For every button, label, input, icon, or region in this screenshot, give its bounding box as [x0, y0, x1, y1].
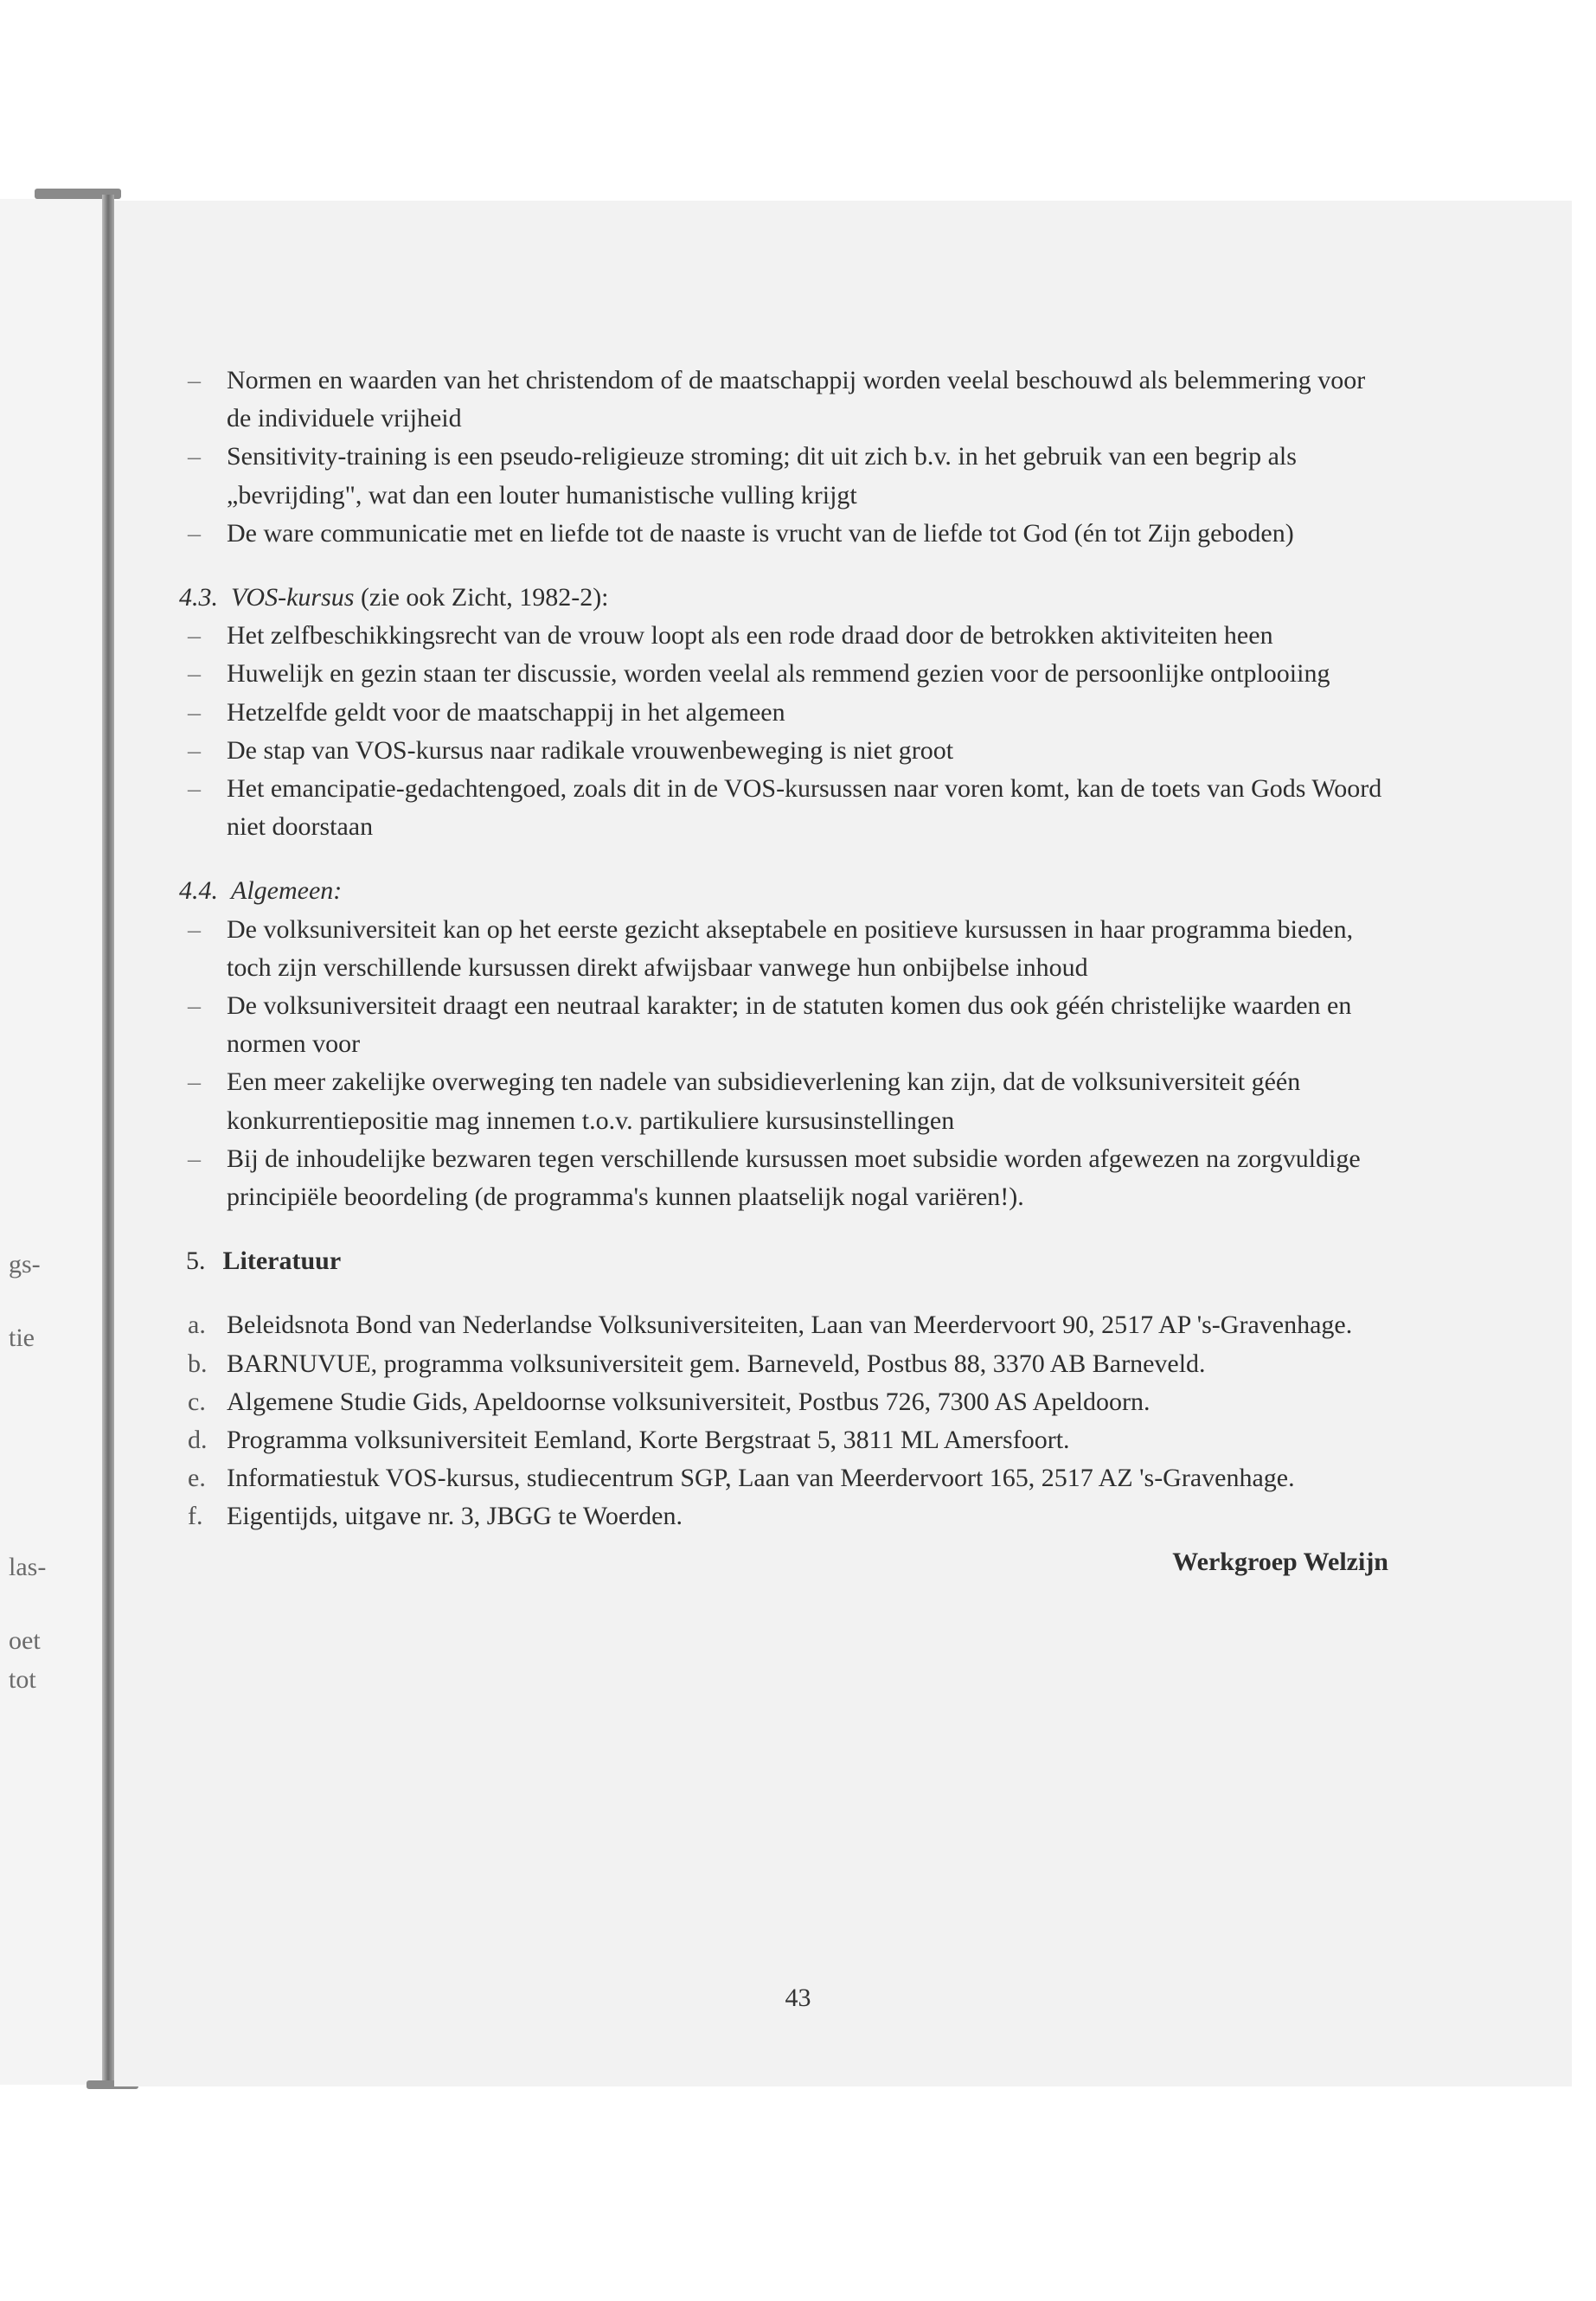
list-item: – Een meer zakelijke overweging ten nadele van subsidieverlening kan zijn, dat de volksuniversiteit géén konkurrentiepositie mag innemen t.o.v. partikuliere kursusinstellingen	[177, 1063, 1388, 1139]
list-item: – De volksuniversiteit draagt een neutraal karakter; in de statuten komen dus ook géén christelijke waarden en normen voor	[177, 987, 1388, 1063]
section-4-3-bullets	[177, 617, 1388, 846]
reference-item	[177, 1345, 1388, 1383]
reference-text: Beleidsnota Bond van Nederlandse Volksuniversiteiten, Laan van Meerdervoort 90, 2517 AP 's-Gravenhage.	[227, 1311, 1353, 1340]
reference-marker: b.	[188, 1349, 208, 1378]
list-item: – Het emancipatie-gedachtengoed, zoals dit in de VOS-kursussen naar voren komt, kan de toets van Gods Woord niet doorstaan	[177, 770, 1388, 846]
reference-text: Eigentijds, uitgave nr. 3, JBGG te Woerden.	[227, 1502, 683, 1531]
list-item: – Het zelfbeschikkingsrecht van de vrouw loopt als een rode draad door de betrokken aktiviteiten heen	[177, 617, 1388, 655]
list-item: – De ware communicatie met en liefde tot de naaste is vrucht van de liefde tot God (én tot Zijn geboden)	[177, 515, 1388, 553]
list-item: – Bij de inhoudelijke bezwaren tegen verschillende kursussen moet subsidie worden afgewezen na zorgvuldige principiële beoordeling (de programma's kunnen plaatselijk nogal variëren!).	[177, 1140, 1388, 1216]
section-subtitle: (zie ook Zicht, 1982-2):	[354, 583, 609, 612]
reference-marker: e.	[188, 1464, 206, 1493]
margin-fragment: gs-	[9, 1250, 41, 1279]
facing-page-edge	[0, 199, 104, 2085]
margin-fragment: tie	[9, 1324, 35, 1352]
reference-list	[177, 1306, 1388, 1535]
list-item: – Normen en waarden van het christendom of de maatschappij worden veelal beschouwd als belemmering voor de individuele vrijheid	[177, 362, 1388, 438]
reference-marker: d.	[188, 1426, 208, 1455]
margin-fragment: oet	[9, 1626, 41, 1655]
margin-fragment: tot	[9, 1665, 36, 1694]
section-title: Literatuur	[222, 1247, 342, 1276]
reference-text: Programma volksuniversiteit Eemland, Korte Bergstraat 5, 3811 ML Amersfoort.	[227, 1426, 1070, 1455]
reference-item	[177, 1459, 1388, 1497]
list-item: – Sensitivity-training is een pseudo-religieuze stroming; dit uit zich b.v. in het gebruik van een begrip als „bevrijding", wat dan een louter humanistische vulling krijgt	[177, 438, 1388, 514]
reference-text: Algemene Studie Gids, Apeldoornse volksuniversiteit, Postbus 726, 7300 AS Apeldoorn.	[227, 1387, 1151, 1416]
book-spine	[102, 195, 114, 2089]
page-body	[177, 362, 1388, 1581]
reference-item	[177, 1497, 1388, 1535]
reference-item	[177, 1383, 1388, 1421]
reference-marker: f.	[188, 1502, 203, 1531]
list-item: – Hetzelfde geldt voor de maatschappij in het algemeen	[177, 694, 1388, 732]
page-number: 43	[785, 1984, 811, 2012]
reference-marker: a.	[188, 1311, 206, 1340]
author-signature: Werkgroep Welzijn	[1172, 1547, 1388, 1576]
section-number: 4.4.	[179, 876, 218, 906]
reference-item	[177, 1306, 1388, 1344]
section-4-4-bullets	[177, 911, 1388, 1217]
section-heading-4-4	[177, 872, 1388, 910]
section-heading-4-3	[177, 579, 1388, 617]
list-item: – De volksuniversiteit kan op het eerste gezicht akseptabele en positieve kursussen in haar programma bieden, toch zijn verschillende kursussen direkt afwijsbaar vanwege hun onbijbelse inhoud	[177, 911, 1388, 987]
reference-text: Informatiestuk VOS-kursus, studiecentrum SGP, Laan van Meerdervoort 165, 2517 AZ 's-Gravenhage.	[227, 1464, 1295, 1493]
reference-text: BARNUVUE, programma volksuniversiteit gem. Barneveld, Postbus 88, 3370 AB Barneveld.	[227, 1349, 1206, 1378]
section-title: VOS-kursus	[231, 583, 355, 612]
reference-marker: c.	[188, 1387, 206, 1416]
section-title: Algemeen:	[231, 876, 343, 906]
list-item: – De stap van VOS-kursus naar radikale vrouwenbeweging is niet groot	[177, 732, 1388, 770]
list-item: – Huwelijk en gezin staan ter discussie, worden veelal als remmend gezien voor de persoonlijke ontplooiing	[177, 655, 1388, 693]
section-number: 4.3.	[179, 583, 218, 612]
section-number: 5.	[186, 1247, 206, 1276]
literature-heading	[177, 1242, 1388, 1280]
margin-fragment: las-	[9, 1553, 47, 1581]
intro-bullet-list	[177, 362, 1388, 553]
reference-item	[177, 1421, 1388, 1459]
